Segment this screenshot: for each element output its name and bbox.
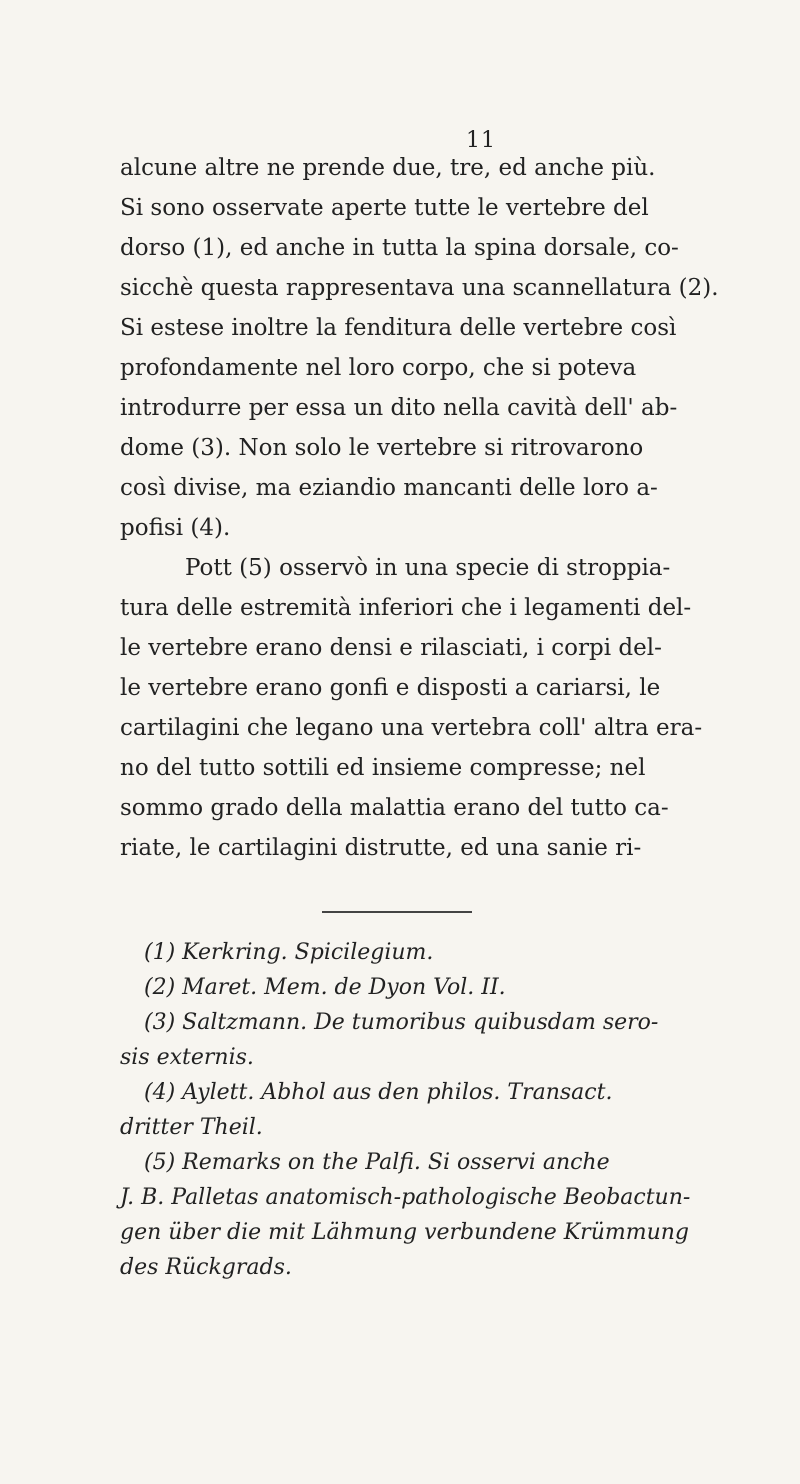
footnote-line: sis externis. (120, 1045, 254, 1070)
text-line: così divise, ma eziandio mancanti delle loro a- (120, 475, 658, 501)
footnote-line: (3) Saltzmann. De tumoribus quibusdam sero- (144, 1010, 659, 1035)
text-line: dorso (1), ed anche in tutta la spina dorsale, co- (120, 235, 679, 261)
text-line: Si estese inoltre la fenditura delle vertebre così (120, 315, 677, 341)
footnote-line: (5) Remarks on the Palfi. Si osservi anche (144, 1150, 610, 1175)
main-text (120, 148, 719, 868)
page-number: 11 (466, 128, 496, 153)
text-line: Si sono osservate aperte tutte le vertebre del (120, 195, 649, 221)
text-line: pofisi (4). (120, 515, 231, 541)
text-line: cartilagini che legano una vertebra coll' altra era- (120, 715, 703, 741)
footnote-line: J. B. Palletas anatomisch-pathologische Beobactun- (120, 1185, 691, 1210)
footnote-line: gen über die mit Lähmung verbundene Krümmung (120, 1220, 690, 1245)
text-line: le vertebre erano densi e rilasciati, i corpi del- (120, 635, 662, 661)
text-line: le vertebre erano gonfi e disposti a cariarsi, le (120, 675, 661, 701)
footnote-line: des Rückgrads. (120, 1255, 292, 1280)
text-line: sommo grado della malattia erano del tutto ca- (120, 795, 669, 821)
text-line: riate, le cartilagini distrutte, ed una sanie ri- (120, 835, 642, 861)
text-line: dome (3). Non solo le vertebre si ritrovarono (120, 435, 644, 461)
text-line: profondamente nel loro corpo, che si poteva (120, 355, 637, 381)
footnote-line: (2) Maret. Mem. de Dyon Vol. II. (144, 975, 506, 1000)
footnote-line: (1) Kerkring. Spicilegium. (144, 940, 434, 965)
footnote-divider (322, 911, 472, 913)
text-line: tura delle estremità inferiori che i legamenti del- (120, 595, 692, 621)
footnote-line: (4) Aylett. Abhol aus den philos. Transact. (144, 1080, 613, 1105)
text-line: alcune altre ne prende due, tre, ed anche più. (120, 155, 656, 181)
text-line: introdurre per essa un dito nella cavità dell' ab- (120, 395, 678, 421)
footnotes (120, 935, 700, 1285)
footnote-line: dritter Theil. (120, 1115, 263, 1140)
paragraph-start-line: Pott (5) osservò in una specie di stroppia- (185, 555, 671, 581)
text-line: no del tutto sottili ed insieme compresse; nel (120, 755, 646, 781)
text-line: sicchè questa rappresentava una scannellatura (2). (120, 275, 719, 301)
